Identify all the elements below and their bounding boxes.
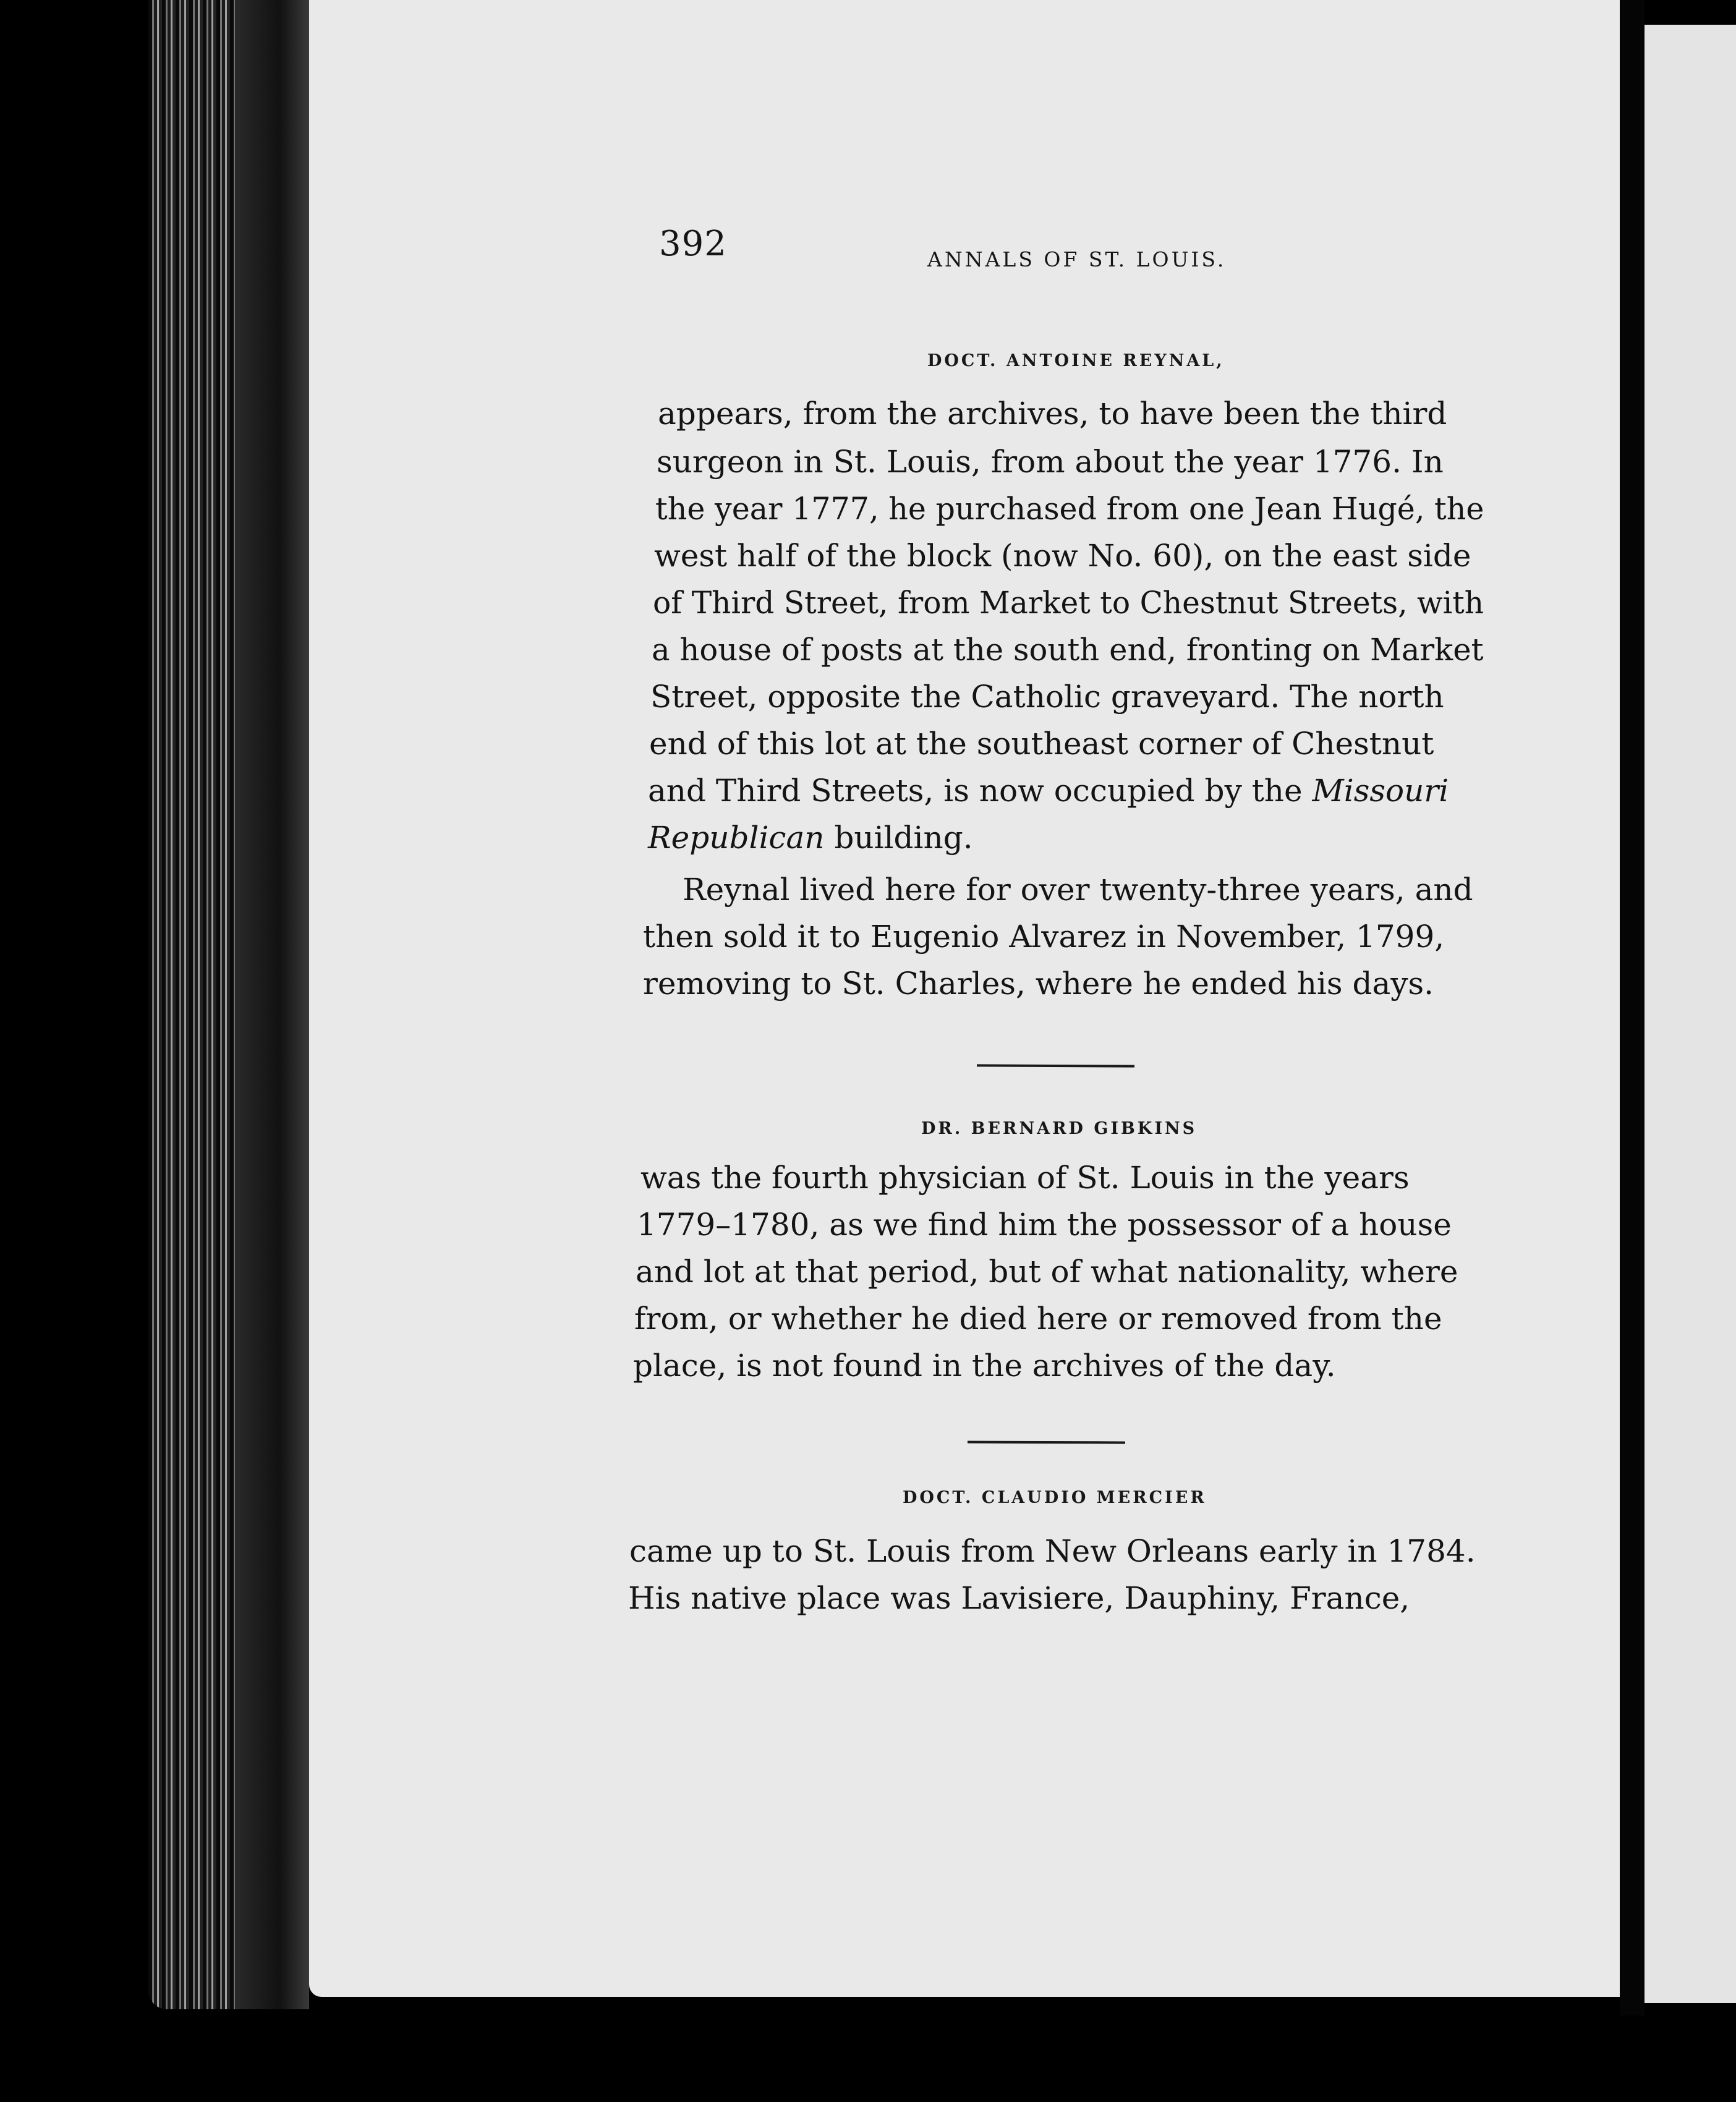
text-line: appears, from the archives, to have been the third [658,396,1447,432]
text-line: place, is not found in the archives of the day. [633,1348,1336,1384]
text-run: building. [834,820,973,856]
facing-page-edge [1645,25,1736,2003]
text-line: west half of the block (now No. 60), on the east side [654,538,1471,574]
gutter-shadow [1620,0,1645,2015]
text-line: end of this lot at the southeast corner of Chestnut [649,726,1434,762]
page-number: 392 [659,224,727,264]
section-heading-gibkins: DR. BERNARD GIBKINS [921,1119,1198,1138]
italic-newspaper-name: Missouri [1312,773,1449,809]
text-line: removing to St. Charles, where he ended his days. [643,966,1434,1002]
text-line: and lot at that period, but of what nationality, where [636,1254,1458,1290]
binding-edge [235,0,309,2009]
text-run: and Third Streets, is now occupied by the [648,773,1303,809]
text-line: of Third Street, from Market to Chestnut Streets, with [653,585,1484,621]
text-line: surgeon in St. Louis, from about the year 1776. In [657,444,1444,480]
running-head: ANNALS OF ST. LOUIS. [927,247,1227,271]
text-line: a house of posts at the south end, fronting on Market [652,632,1484,668]
text-line: Reynal lived here for over twenty-three years, and [683,872,1473,908]
text-line: Street, opposite the Catholic graveyard. The north [650,679,1444,715]
text-line: came up to St. Louis from New Orleans early in 1784. [629,1533,1476,1569]
section-heading-reynal: DOCT. ANTOINE REYNAL, [927,351,1225,370]
text-line [648,773,1449,809]
section-heading-mercier: DOCT. CLAUDIO MERCIER [903,1488,1207,1507]
text-line: the year 1777, he purchased from one Jean Hugé, the [655,491,1484,527]
text-line: 1779–1780, as we find him the possessor of a house [637,1207,1452,1243]
text-line: from, or whether he died here or removed from the [634,1301,1442,1337]
text-line: then sold it to Eugenio Alvarez in November, 1799, [643,919,1445,955]
text-line: His native place was Lavisiere, Dauphiny, France, [628,1580,1410,1616]
italic-newspaper-name: Republican [648,820,825,856]
text-line [648,820,973,856]
text-line: was the fourth physician of St. Louis in the years [640,1160,1410,1196]
